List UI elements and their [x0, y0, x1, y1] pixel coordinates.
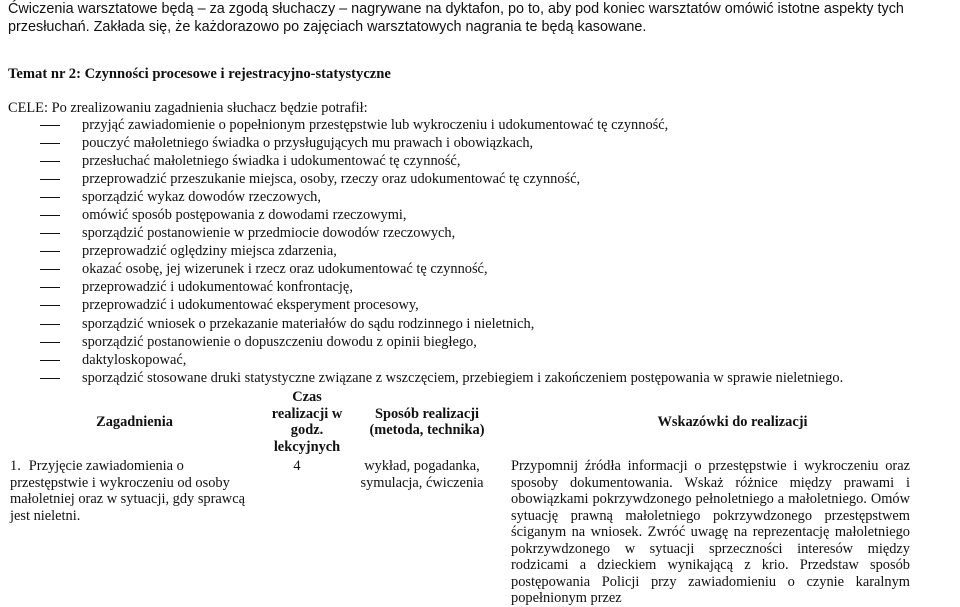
dash-bullet-icon: [40, 324, 60, 325]
goals-list: [40, 117, 843, 388]
goal-item: przesłuchać małoletniego świadka i udokumentować tę czynność,: [40, 153, 843, 171]
header-time: Czas realizacji w godz. lekcyjnych: [271, 389, 343, 455]
goals-intro: [8, 99, 368, 117]
goal-item: przeprowadzić i udokumentować eksperyment procesowy,: [40, 297, 843, 315]
goal-item: pouczyć małoletniego świadka o przysługujących mu prawach i obowiązkach,: [40, 135, 843, 153]
dash-bullet-icon: [40, 342, 60, 343]
dash-bullet-icon: [40, 143, 60, 144]
dash-bullet-icon: [40, 161, 60, 162]
goals-intro-text: Po zrealizowaniu zagadnienia słuchacz będzie potrafił:: [51, 100, 368, 116]
topic-title: Temat nr 2: Czynności procesowe i rejestracyjno-statystyczne: [8, 66, 391, 82]
header-hints: Wskazówki do realizacji: [657, 413, 808, 430]
dash-bullet-icon: [40, 215, 60, 216]
dash-bullet-icon: [40, 287, 60, 288]
goal-item: przyjąć zawiadomienie o popełnionym przestępstwie lub wykroczeniu i udokumentować tę czynność,: [40, 117, 843, 135]
goal-item: okazać osobę, jej wizerunek i rzecz oraz udokumentować tę czynność,: [40, 261, 843, 279]
method-cell: [347, 456, 507, 607]
hints-text: Przypomnij źródła informacji o przestępstwie i wykroczeniu oraz sposoby dokumentowania. Wskaż różnice między prawami i obowiązkami pokrzywdzonego pełnoletniego a małoletniego. Omów sytuację prawną małoletniego pokrzywdzonego przestępstwem ściganym na wniosek. Zwróć uwagę na reprezentację małoletniego pokrzywdzonego w sytuacji sprzeczności interesów między rodzicami a dzieckiem wynikającą z krio. Przedstaw sposób postępowania Policji przy zawiadomieniu o czynie karalnym popełnionym przez: [511, 458, 910, 606]
goal-item: sporządzić postanowienie w przedmiocie dowodów rzeczowych,: [40, 225, 843, 243]
time-cell: [267, 456, 347, 607]
table-header-row: [2, 388, 958, 456]
header-topic: Zagadnienia: [96, 413, 173, 430]
goal-item: przeprowadzić i udokumentować konfrontację,: [40, 279, 843, 297]
goal-item: sporządzić stosowane druki statystyczne związane z wszczęciem, przebiegiem i zakończeniem postępowania w sprawie nieletniego.: [40, 370, 843, 388]
dash-bullet-icon: [40, 360, 60, 361]
topic-text: Przyjęcie zawiadomienia o przestępstwie i wykroczeniu od osoby małoletniej oraz w sytuacji, gdy sprawcą jest nieletni.: [10, 458, 245, 524]
dash-bullet-icon: [40, 378, 60, 379]
header-method: Sposób realizacji (metoda, technika): [369, 405, 485, 438]
hints-cell: [507, 456, 958, 607]
topic-cell: [2, 456, 267, 607]
goal-item: omówić sposób postępowania z dowodami rzeczowymi,: [40, 207, 843, 225]
time-value: 4: [293, 458, 301, 474]
table-row: [2, 456, 958, 607]
goal-item: przeprowadzić przeszukanie miejsca, osoby, rzeczy oraz udokumentować tę czynność,: [40, 171, 843, 189]
intro-paragraph: Ćwiczenia warsztatowe będą – za zgodą słuchaczy – nagrywane na dyktafon, po to, aby pod koniec warsztatów omówić istotne aspekty tych przesłuchań. Zakłada się, że każdorazowo po zajęciach warsztatowych nagrania te będą kasowane.: [8, 1, 904, 35]
topic-plan-table: [2, 388, 958, 607]
dash-bullet-icon: [40, 179, 60, 180]
goal-item: sporządzić postanowienie o dopuszczeniu dowodu z opinii biegłego,: [40, 334, 843, 352]
goal-item: sporządzić wniosek o przekazanie materiałów do sądu rodzinnego i nieletnich,: [40, 316, 843, 334]
dash-bullet-icon: [40, 125, 60, 126]
goal-item: przeprowadzić oględziny miejsca zdarzenia,: [40, 243, 843, 261]
dash-bullet-icon: [40, 233, 60, 234]
topic-number: 1.: [10, 458, 21, 474]
dash-bullet-icon: [40, 269, 60, 270]
method-text: wykład, pogadanka, symulacja, ćwiczenia: [360, 458, 484, 491]
dash-bullet-icon: [40, 305, 60, 306]
dash-bullet-icon: [40, 251, 60, 252]
goal-item: sporządzić wykaz dowodów rzeczowych,: [40, 189, 843, 207]
goal-item: daktyloskopować,: [40, 352, 843, 370]
dash-bullet-icon: [40, 197, 60, 198]
goals-label: CELE:: [8, 100, 48, 116]
